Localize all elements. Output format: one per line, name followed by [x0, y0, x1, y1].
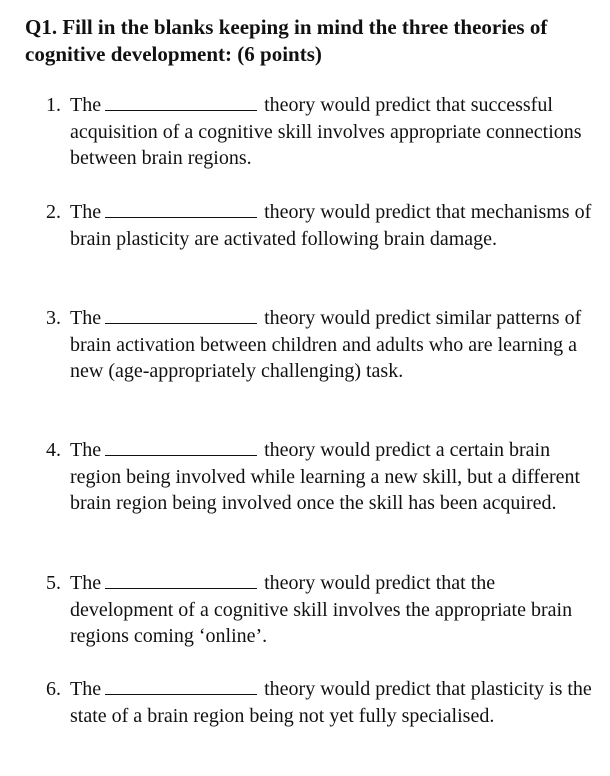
item-text: [70, 676, 600, 729]
item-number: 6.: [46, 678, 61, 700]
item-text: [70, 305, 600, 385]
item-prefix: The: [70, 678, 102, 700]
item-text: [70, 199, 600, 252]
item-prefix: The: [70, 94, 102, 116]
answer-blank[interactable]: [105, 571, 257, 589]
item-suffix: theory would predict that plasticity is the state of a brain region being not yet fully specialised.: [70, 678, 592, 727]
item-number: 2.: [46, 201, 61, 223]
item-prefix: The: [70, 201, 102, 223]
question-item-3: [46, 305, 600, 385]
item-text: [70, 570, 600, 650]
item-number: 1.: [46, 94, 61, 116]
item-suffix: theory would predict similar patterns of brain activation between children and adults who are learning a new (age-appropriately challenging) task.: [70, 307, 582, 382]
question-title: Q1. Fill in the blanks keeping in mind the three theories of cognitive development: (6 points): [25, 15, 548, 66]
item-number: 4.: [46, 439, 61, 461]
question-item-6: [46, 676, 600, 729]
answer-blank[interactable]: [105, 93, 257, 111]
answer-blank[interactable]: [105, 438, 257, 456]
item-prefix: The: [70, 307, 102, 329]
item-number: 3.: [46, 307, 61, 329]
answer-blank[interactable]: [105, 200, 257, 218]
question-item-4: [46, 437, 600, 517]
answer-blank[interactable]: [105, 677, 257, 695]
item-prefix: The: [70, 572, 102, 594]
item-text: [70, 437, 600, 517]
item-number: 5.: [46, 572, 61, 594]
item-suffix: theory would predict that mechanisms of brain plasticity are activated following brain damage.: [70, 201, 592, 250]
item-text: [70, 92, 600, 172]
item-suffix: theory would predict that the development of a cognitive skill involves the appropriate brain regions coming ‘online’.: [70, 572, 573, 647]
question-item-2: [46, 199, 600, 252]
item-prefix: The: [70, 439, 102, 461]
answer-blank[interactable]: [105, 306, 257, 324]
item-suffix: theory would predict that successful acquisition of a cognitive skill involves appropriate connections between brain regions.: [70, 94, 582, 169]
question-item-5: [46, 570, 600, 650]
item-suffix: theory would predict a certain brain region being involved while learning a new skill, but a different brain region being involved once the skill has been acquired.: [70, 439, 581, 514]
question-item-1: [46, 92, 600, 172]
